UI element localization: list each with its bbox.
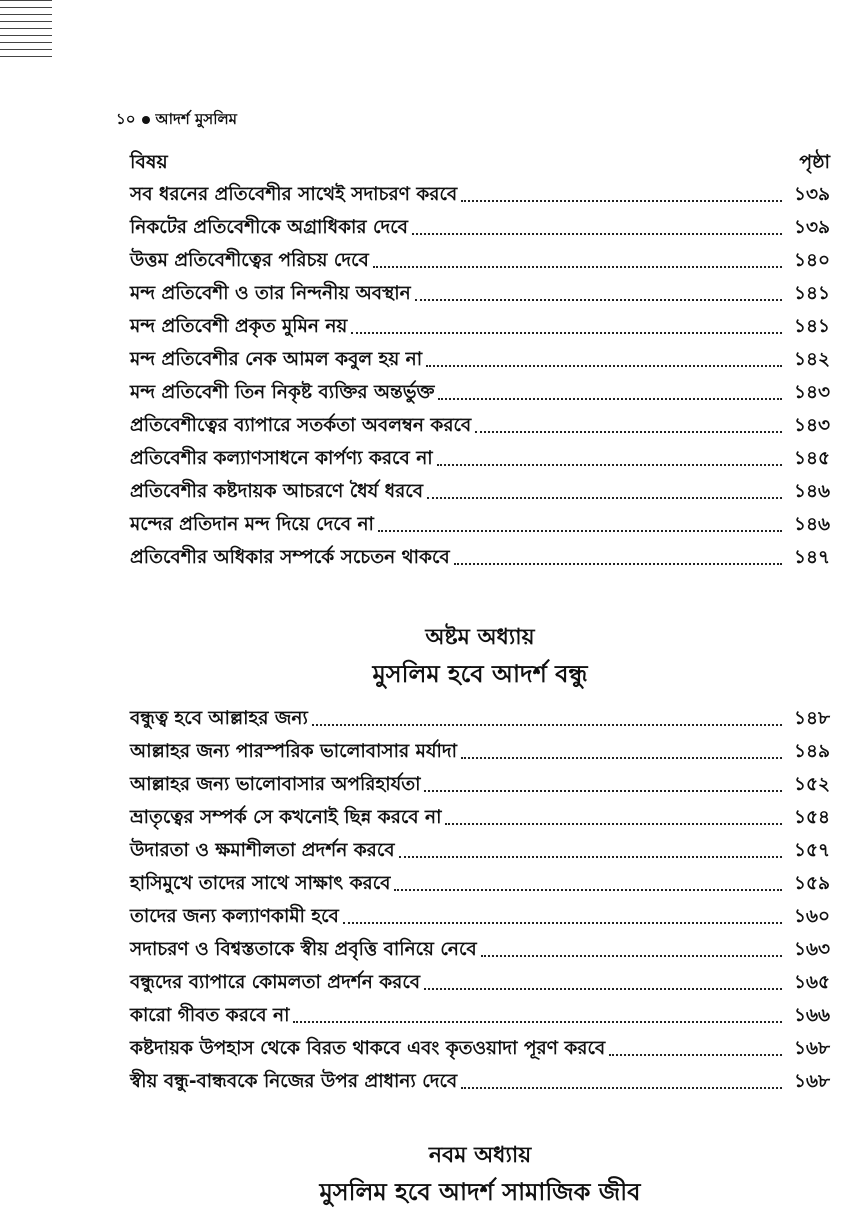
chapter-9-heading bbox=[130, 1138, 830, 1210]
toc-entry: বন্ধুত্ব হবে আল্লাহর জন্য ১৪৮ bbox=[130, 708, 830, 729]
toc-entry: সদাচরণ ও বিশ্বস্ততাকে স্বীয় প্রবৃত্তি বানিয়ে নেবে ১৬৩ bbox=[130, 939, 830, 960]
toc-entry: বন্ধুদের ব্যাপারে কোমলতা প্রদর্শন করবে ১৬৫ bbox=[130, 972, 830, 993]
toc-entry: উত্তম প্রতিবেশীত্বের পরিচয় দেবে ১৪০ bbox=[130, 250, 830, 271]
toc-entry: কারো গীবত করবে না ১৬৬ bbox=[130, 1005, 830, 1026]
bullet-icon bbox=[142, 116, 150, 124]
toc-entry: সব ধরনের প্রতিবেশীর সাথেই সদাচরণ করবে ১৩৯ bbox=[130, 184, 830, 205]
toc-entry: মন্দ প্রতিবেশী প্রকৃত মুমিন নয় ১৪১ bbox=[130, 316, 830, 337]
toc-entry: প্রতিবেশীর অধিকার সম্পর্কে সচেতন থাকবে ১৪৭ bbox=[130, 547, 830, 568]
chapter-8-title: মুসলিম হবে আদর্শ বন্ধু bbox=[372, 660, 588, 688]
toc-entry: উদারতা ও ক্ষমাশীলতা প্রদর্শন করবে ১৫৭ bbox=[130, 840, 830, 861]
toc-entry: তাদের জন্য কল্যাণকামী হবে ১৬০ bbox=[130, 906, 830, 927]
toc-entry: প্রতিবেশীত্বের ব্যাপারে সতর্কতা অবলম্বন করবে ১৪৩ bbox=[130, 415, 830, 436]
toc-entry: হাসিমুখে তাদের সাথে সাক্ষাৎ করবে ১৫৯ bbox=[130, 873, 830, 894]
toc-column-headers bbox=[130, 146, 830, 178]
toc-entry: মন্দ প্রতিবেশীর নেক আমল কবুল হয় না ১৪২ bbox=[130, 349, 830, 370]
toc-entry: প্রতিবেশীর কষ্টদায়ক আচরণে ধৈর্য ধরবে ১৪৬ bbox=[130, 481, 830, 502]
chapter-9-title: মুসলিম হবে আদর্শ সামাজিক জীব bbox=[319, 1178, 641, 1206]
toc-entry: ভ্রাতৃত্বের সম্পর্ক সে কখনোই ছিন্ন করবে না ১৫৪ bbox=[130, 807, 830, 828]
toc-entry: মন্দের প্রতিদান মন্দ দিয়ে দেবে না ১৪৬ bbox=[130, 514, 830, 535]
page-column-header: পৃষ্ঠা bbox=[799, 151, 830, 173]
header-book-title: আদর্শ মুসলিম bbox=[155, 110, 238, 128]
chapter-8-label: অষ্টম অধ্যায় bbox=[425, 625, 535, 650]
toc-entry: আল্লাহর জন্য ভালোবাসার অপরিহার্যতা ১৫২ bbox=[130, 774, 830, 795]
toc-section-1 bbox=[130, 146, 830, 574]
chapter-8-heading bbox=[130, 620, 830, 692]
running-header bbox=[116, 108, 237, 133]
subject-column-header: বিষয় bbox=[130, 151, 168, 173]
toc-entry: স্বীয় বন্ধু-বান্ধবকে নিজের উপর প্রাধান্য দেবে ১৬৮ bbox=[130, 1071, 830, 1092]
toc-entry: নিকটের প্রতিবেশীকে অগ্রাধিকার দেবে ১৩৯ bbox=[130, 217, 830, 238]
toc-entry: প্রতিবেশীর কল্যাণসাধনে কার্পণ্য করবে না ১৪৫ bbox=[130, 448, 830, 469]
toc-section-2 bbox=[130, 702, 830, 1098]
toc-entry: কষ্টদায়ক উপহাস থেকে বিরত থাকবে এবং কৃতওয়াদা পূরণ করবে ১৬৮ bbox=[130, 1038, 830, 1059]
toc-entry: আল্লাহর জন্য পারস্পরিক ভালোবাসার মর্যাদা ১৪৯ bbox=[130, 741, 830, 762]
header-page-number: ১০ bbox=[116, 110, 136, 128]
chapter-9-label: নবম অধ্যায় bbox=[428, 1143, 532, 1168]
toc-entry: মন্দ প্রতিবেশী তিন নিকৃষ্ট ব্যক্তির অন্তর্ভুক্ত ১৪৩ bbox=[130, 382, 830, 403]
margin-lines bbox=[0, 0, 52, 63]
toc-entry: মন্দ প্রতিবেশী ও তার নিন্দনীয় অবস্থান ১৪১ bbox=[130, 283, 830, 304]
